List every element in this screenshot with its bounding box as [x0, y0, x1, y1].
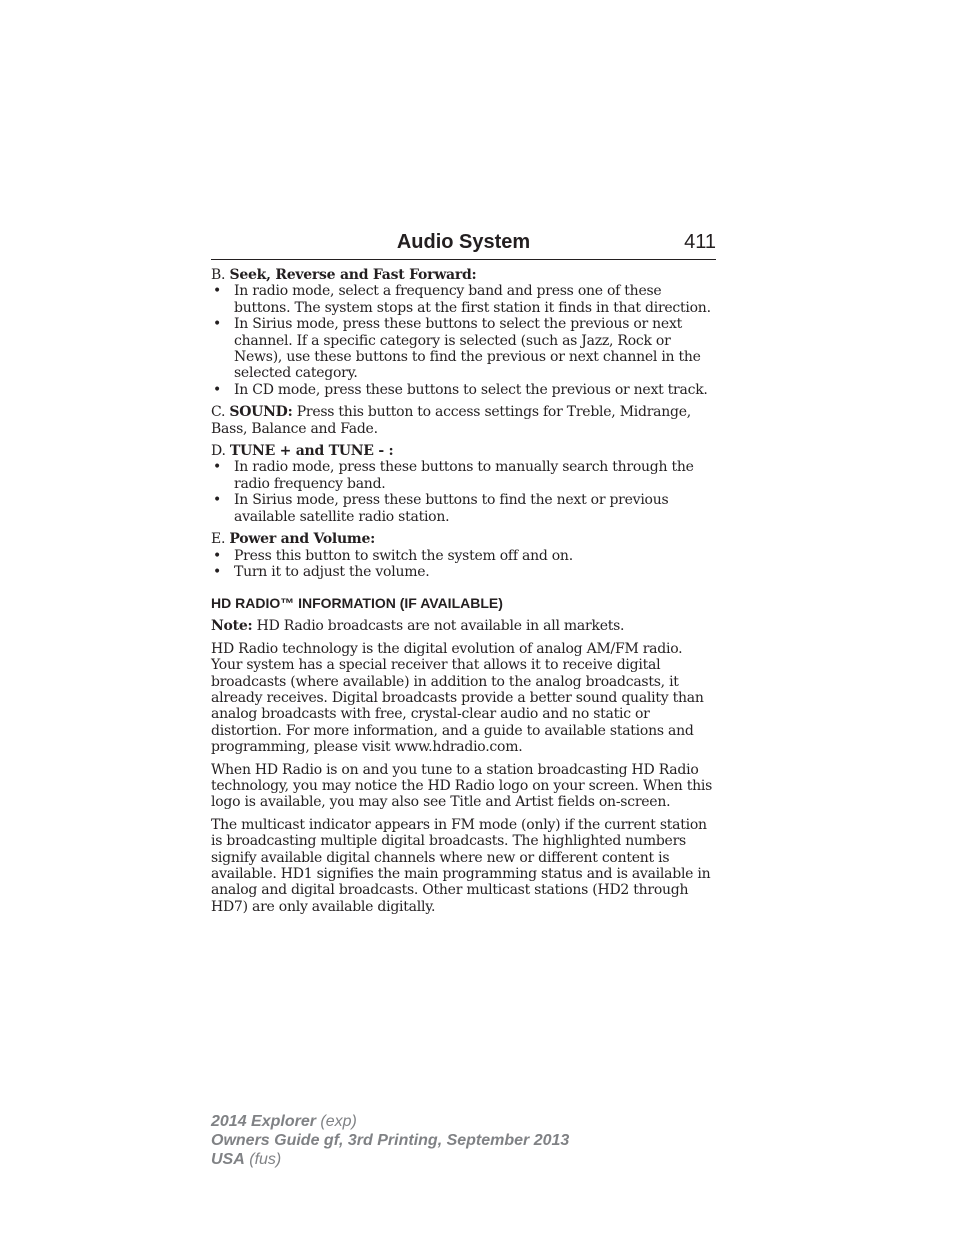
footer-line-model: 2014 Explorer (exp)	[211, 1113, 357, 1130]
list-item: • Press this button to switch the system off and on.	[213, 547, 573, 564]
hd-radio-heading: HD RADIO™ INFORMATION (IF AVAILABLE)	[211, 595, 503, 612]
item-e-prefix: E.	[211, 531, 226, 548]
item-d-title: TUNE + and TUNE - :	[229, 443, 394, 460]
bullet-icon: •	[213, 283, 222, 300]
note-text: HD Radio broadcasts are not available in all markets.	[256, 618, 625, 635]
list-item: • Turn it to adjust the volume.	[213, 563, 430, 580]
item-d-bullets	[211, 459, 717, 525]
item-d-prefix: D.	[211, 443, 226, 460]
section-title: Audio System	[396, 231, 531, 253]
note-label: Note:	[211, 618, 253, 635]
hd-paragraph: The multicast indicator appears in FM mode (only) if the current station is broadcasting multiple digital broadcasts. The highlighted numbers signify available digital channels where new or different content is available. HD1 signifies the main programming status and is available in analog and digital broadcasts. Other multicast stations (HD2 through HD7) are only available digitally.	[211, 816, 711, 915]
page-number: 411	[684, 231, 716, 253]
list-item: • In Sirius mode, press these buttons to find the next or previous available satellite radio station.	[213, 492, 669, 525]
item-e-bullets	[211, 548, 717, 581]
item-b-heading	[211, 267, 717, 283]
item-c-title: SOUND:	[229, 404, 293, 421]
list-item: • In radio mode, press these buttons to manually search through the radio frequency band.	[213, 459, 694, 492]
item-b-prefix: B.	[211, 267, 226, 283]
list-item: • In CD mode, press these buttons to select the previous or next track.	[213, 381, 708, 398]
item-b-title: Seek, Reverse and Fast Forward:	[229, 267, 477, 283]
bullet-icon: •	[213, 459, 222, 476]
bullet-icon: •	[213, 381, 222, 398]
page-header	[211, 229, 716, 260]
hd-paragraph: HD Radio technology is the digital evolution of analog AM/FM radio. Your system has a special receiver that allows it to receive digital broadcasts (where available) in addition to the analog broadcasts, it already receives. Digital broadcasts provide a better sound quality than analog broadcasts with free, crystal-clear audio and no static or distortion. For more information, and a guide to available stations and programming, please visit www.hdradio.com.	[211, 640, 704, 756]
hd-note	[211, 618, 717, 634]
bullet-icon: •	[213, 316, 222, 333]
item-c-prefix: C.	[211, 404, 226, 421]
item-c-paragraph	[211, 404, 717, 437]
bullet-icon: •	[213, 547, 222, 564]
footer-line-market: USA (fus)	[211, 1151, 282, 1168]
item-e-title: Power and Volume:	[229, 531, 376, 548]
item-b-bullets	[211, 283, 717, 398]
item-c-text: Press this button to access settings for Treble, Midrange, Bass, Balance and Fade.	[211, 404, 691, 437]
list-item: • In Sirius mode, press these buttons to select the previous or next channel. If a specific category is selected (such as Jazz, Rock or News), use these buttons to find the previous or next channel in the selected category.	[213, 316, 701, 382]
bullet-icon: •	[213, 563, 222, 580]
list-item: • In radio mode, select a frequency band and press one of these buttons. The system stops at the first station it finds in that direction.	[213, 283, 711, 316]
footer-line-guide: Owners Guide gf, 3rd Printing, September 2013	[211, 1132, 570, 1149]
item-d-heading	[211, 443, 717, 459]
bullet-icon: •	[213, 492, 222, 509]
page-footer	[211, 1112, 569, 1169]
item-e-heading	[211, 531, 717, 547]
page-content	[211, 267, 717, 915]
hd-paragraph: When HD Radio is on and you tune to a station broadcasting HD Radio technology, you may notice the HD Radio logo on your screen. When this logo is available, you may also see Title and Artist fields on-screen.	[211, 761, 713, 811]
